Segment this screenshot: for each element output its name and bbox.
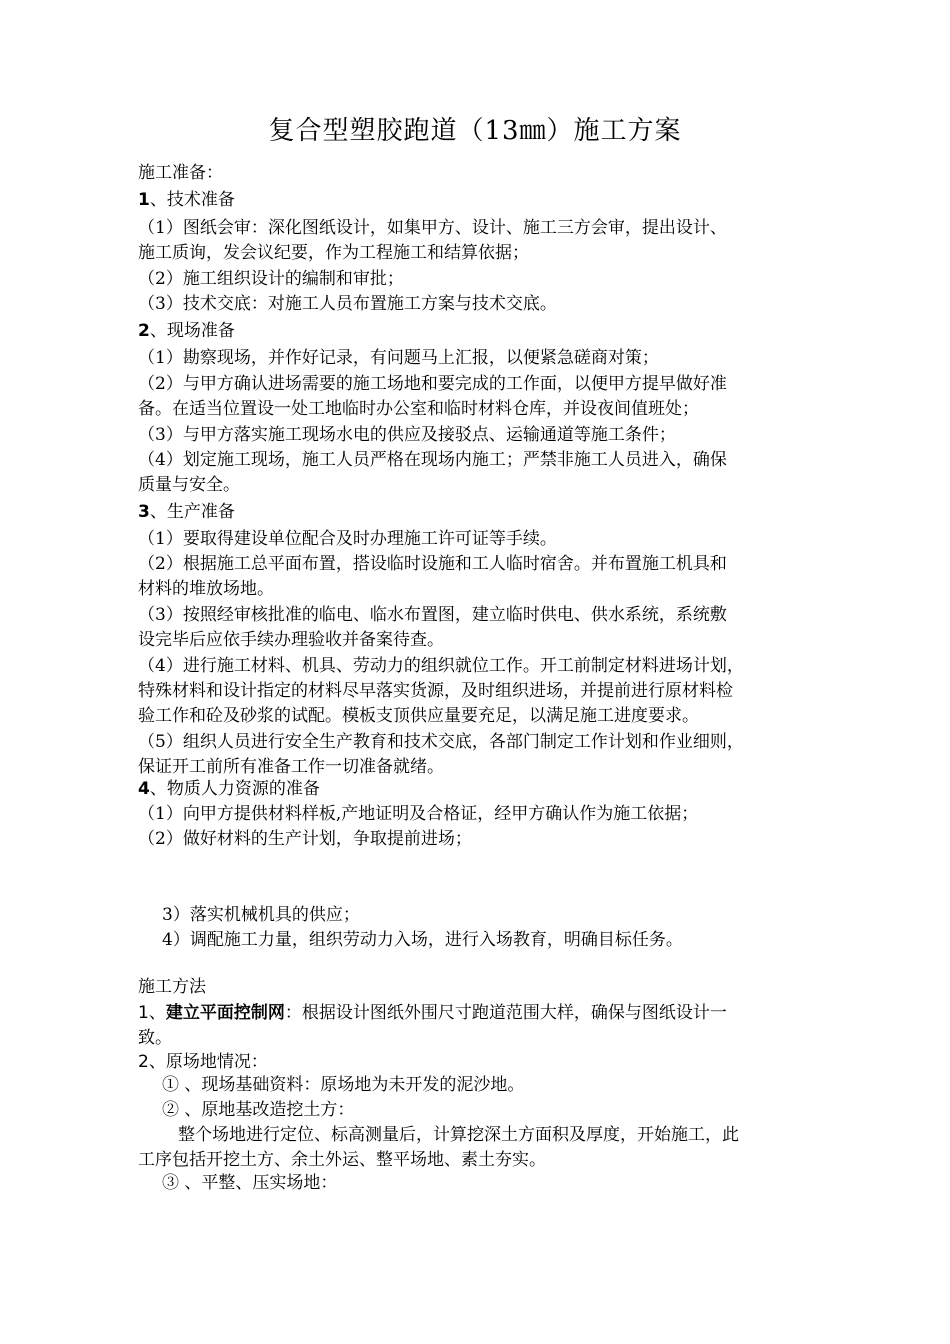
heading-number: 4: [138, 779, 150, 799]
paragraph-line: ③ 、平整、压实场地：: [162, 1173, 338, 1193]
paragraph-line: 整个场地进行定位、标高测量后，计算挖深土方面积及厚度，开始施工，此: [178, 1125, 739, 1145]
paragraph-line: 4）调配施工力量，组织劳动力入场，进行入场教育，明确目标任务。: [162, 930, 683, 950]
paragraph-line: （3）技术交底：对施工人员布置施工方案与技术交底。: [138, 294, 557, 314]
item-label: 建立平面控制网: [165, 1003, 285, 1023]
paragraph-line: （2）根据施工总平面布置，搭设临时设施和工人临时宿舍。并布置施工机具和: [138, 554, 727, 574]
heading-tech-prep: [138, 189, 818, 211]
document-title: 复合型塑胶跑道（13㎜）施工方案: [268, 116, 682, 146]
section-heading-preparation: 施工准备：: [138, 163, 223, 183]
paragraph-line: （1）勘察现场，并作好记录，有问题马上汇报，以便紧急磋商对策；: [138, 348, 659, 368]
paragraph-line: 3）落实机械机具的供应；: [162, 905, 360, 925]
heading-number: 2: [138, 321, 150, 341]
heading-text: 、现场准备: [149, 321, 235, 341]
paragraph-line: 质量与安全。: [138, 475, 240, 495]
heading-original-site: 2、原场地情况：: [138, 1052, 268, 1072]
paragraph-line: ② 、原地基改造挖土方：: [162, 1100, 355, 1120]
paragraph-line: （4）划定施工现场，施工人员严格在现场内施工；严禁非施工人员进入，确保: [138, 450, 727, 470]
paragraph-line: 工序包括开挖土方、余土外运、整平场地、素土夯实。: [138, 1150, 546, 1170]
paragraph-line: （1）图纸会审：深化图纸设计，如集甲方、设计、施工三方会审，提出设计、: [138, 218, 727, 238]
heading-text: 、生产准备: [149, 502, 235, 522]
heading-text: 、技术准备: [149, 190, 235, 210]
paragraph-line: （1）要取得建设单位配合及时办理施工许可证等手续。: [138, 529, 557, 549]
paragraph-line: 验工作和砼及砂浆的试配。模板支顶供应量要充足，以满足施工进度要求。: [138, 706, 699, 726]
item-text: ：根据设计图纸外围尺寸跑道范围大样，确保与图纸设计一: [284, 1003, 727, 1023]
paragraph-line: 设完毕后应依手续办理验收并备案待查。: [138, 630, 444, 650]
paragraph-line: 致。: [138, 1028, 172, 1048]
paragraph-line: 保证开工前所有准备工作一切准备就绪。: [138, 757, 444, 777]
paragraph-line: （2）做好材料的生产计划，争取提前进场；: [138, 829, 472, 849]
heading-text: 、物质人力资源的准备: [149, 779, 320, 799]
paragraph-line: （3）与甲方落实施工现场水电的供应及接驳点、运输通道等施工条件；: [138, 425, 676, 445]
heading-number: 1: [138, 190, 150, 210]
section-heading-method: 施工方法: [138, 977, 206, 997]
paragraph-line: （4）进行施工材料、机具、劳动力的组织就位工作。开工前制定材料进场计划，: [138, 656, 744, 676]
paragraph-control-network: [138, 1002, 818, 1024]
paragraph-line: （3）按照经审核批准的临电、临水布置图，建立临时供电、供水系统，系统敷: [138, 605, 727, 625]
paragraph-line: （2）与甲方确认进场需要的施工场地和要完成的工作面，以便甲方提早做好准: [138, 374, 727, 394]
heading-number: 3: [138, 502, 150, 522]
paragraph-line: 备。在适当位置设一处工地临时办公室和临时材料仓库，并设夜间值班处；: [138, 399, 699, 419]
paragraph-line: 特殊材料和设计指定的材料尽早落实货源，及时组织进场，并提前进行原材料检: [138, 681, 733, 701]
paragraph-line: （5）组织人员进行安全生产教育和技术交底，各部门制定工作计划和作业细则，: [138, 732, 744, 752]
paragraph-line: 施工质询，发会议纪要，作为工程施工和结算依据；: [138, 243, 529, 263]
heading-resource-prep: [138, 778, 818, 800]
heading-site-prep: [138, 320, 818, 342]
paragraph-line: ① 、现场基础资料：原场地为未开发的泥沙地。: [162, 1075, 525, 1095]
paragraph-line: （2）施工组织设计的编制和审批；: [138, 269, 404, 289]
heading-production-prep: [138, 501, 818, 523]
item-number: 1、: [138, 1003, 166, 1023]
paragraph-line: （1）向甲方提供材料样板,产地证明及合格证，经甲方确认作为施工依据；: [138, 804, 699, 824]
paragraph-line: 材料的堆放场地。: [138, 579, 274, 599]
